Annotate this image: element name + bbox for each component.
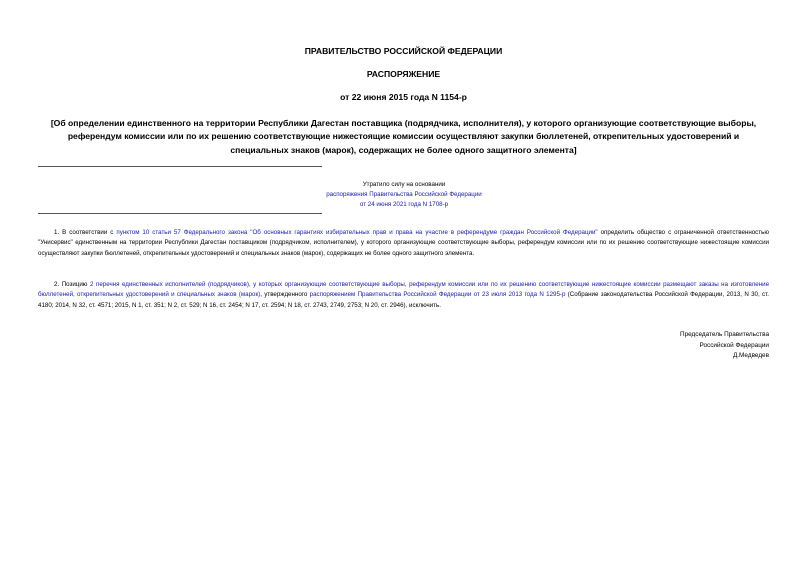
federal-law-link[interactable]: Федерального закона "Об основных гарантиях избирательных прав и права на участие в референдуме граждан Российской Федерации" [183, 229, 598, 236]
contractors-list-link[interactable]: 2 перечня единственных исполнителей (подрядчиков), у которых организующие соответствующие выборы, референдум комиссии или по их решению соответствующие нижестоящие комиссии размещают заказы на изготовление бюллетеней, открепительных удостоверений и специальных знаков (марок) [38, 281, 770, 299]
paragraph-1-post: определить общество с ограниченной ответственностью "Унисервис" единственным на территории Республики Дагестан поставщиком (подрядчиком, исполнителем), у которого организующие соответствующие выборы, референдум комиссии или по их решению соответствующие нижестоящие комиссии осуществляют закупки бюллетеней, открепительных удостоверений и специальных знаков (марок), содержащих не более одного защитного элемента. [38, 229, 769, 257]
signature-name: Д.Медведев [732, 352, 769, 359]
paragraph-1 [38, 228, 769, 259]
paragraph-2-post: (Собрание законодательства Российской Федерации, 2013, N 30, ст. 4180; 2014, N 32, ст. 4571; 2015, N 1, ст. 351; N 2, ст. 529; N 16, ст. 2454; N 17, ст. 2594; N 18, ст. 2743, 2749, 2753; N 20, ст. 2946), исключить. [38, 291, 769, 309]
divider-bottom [38, 213, 322, 214]
signature-position-1: Председатель Правительства [680, 331, 769, 338]
signature-position-2: Российской Федерации [699, 341, 769, 349]
article-57-link[interactable]: пунктом 10 статьи 57 [116, 229, 181, 236]
paragraph-2-mid: , утвержденного [260, 291, 310, 299]
document-title: [Об определении единственного на территории Республики Дагестан поставщика (подрядчика, исполнителя), у которого организующие соответствующие выборы, референдум комиссии или по их решению соответствующие нижестоящие комиссии осуществляют закупки бюллетеней, открепительных удостоверений и специальных знаков (марок), содержащих не более одного защитного элемента] [50, 118, 757, 155]
repeal-order-link[interactable]: распоряжения Правительства Российской Федерации [326, 190, 482, 198]
status-note [270, 180, 538, 209]
order-1295-link[interactable]: распоряжением Правительства Российской Федерации от 23 июля 2013 года N 1295-р [309, 291, 566, 299]
signature-block [569, 330, 769, 362]
paragraph-2 [38, 280, 769, 311]
government-heading: ПРАВИТЕЛЬСТВО РОССИЙСКОЙ ФЕДЕРАЦИИ [304, 46, 503, 56]
status-note-text: Утратило силу на основании [362, 181, 446, 188]
paragraph-1-pre: 1. В соответствии с [54, 229, 117, 236]
date-number-heading: от 22 июня 2015 года N 1154-р [340, 92, 467, 102]
paragraph-2-pre: 2. Позицию [54, 281, 90, 288]
divider-top [38, 166, 322, 167]
document-type-heading: РАСПОРЯЖЕНИЕ [366, 69, 441, 79]
repeal-order-date-link[interactable]: от 24 июня 2021 года N 1708-р [359, 200, 449, 208]
